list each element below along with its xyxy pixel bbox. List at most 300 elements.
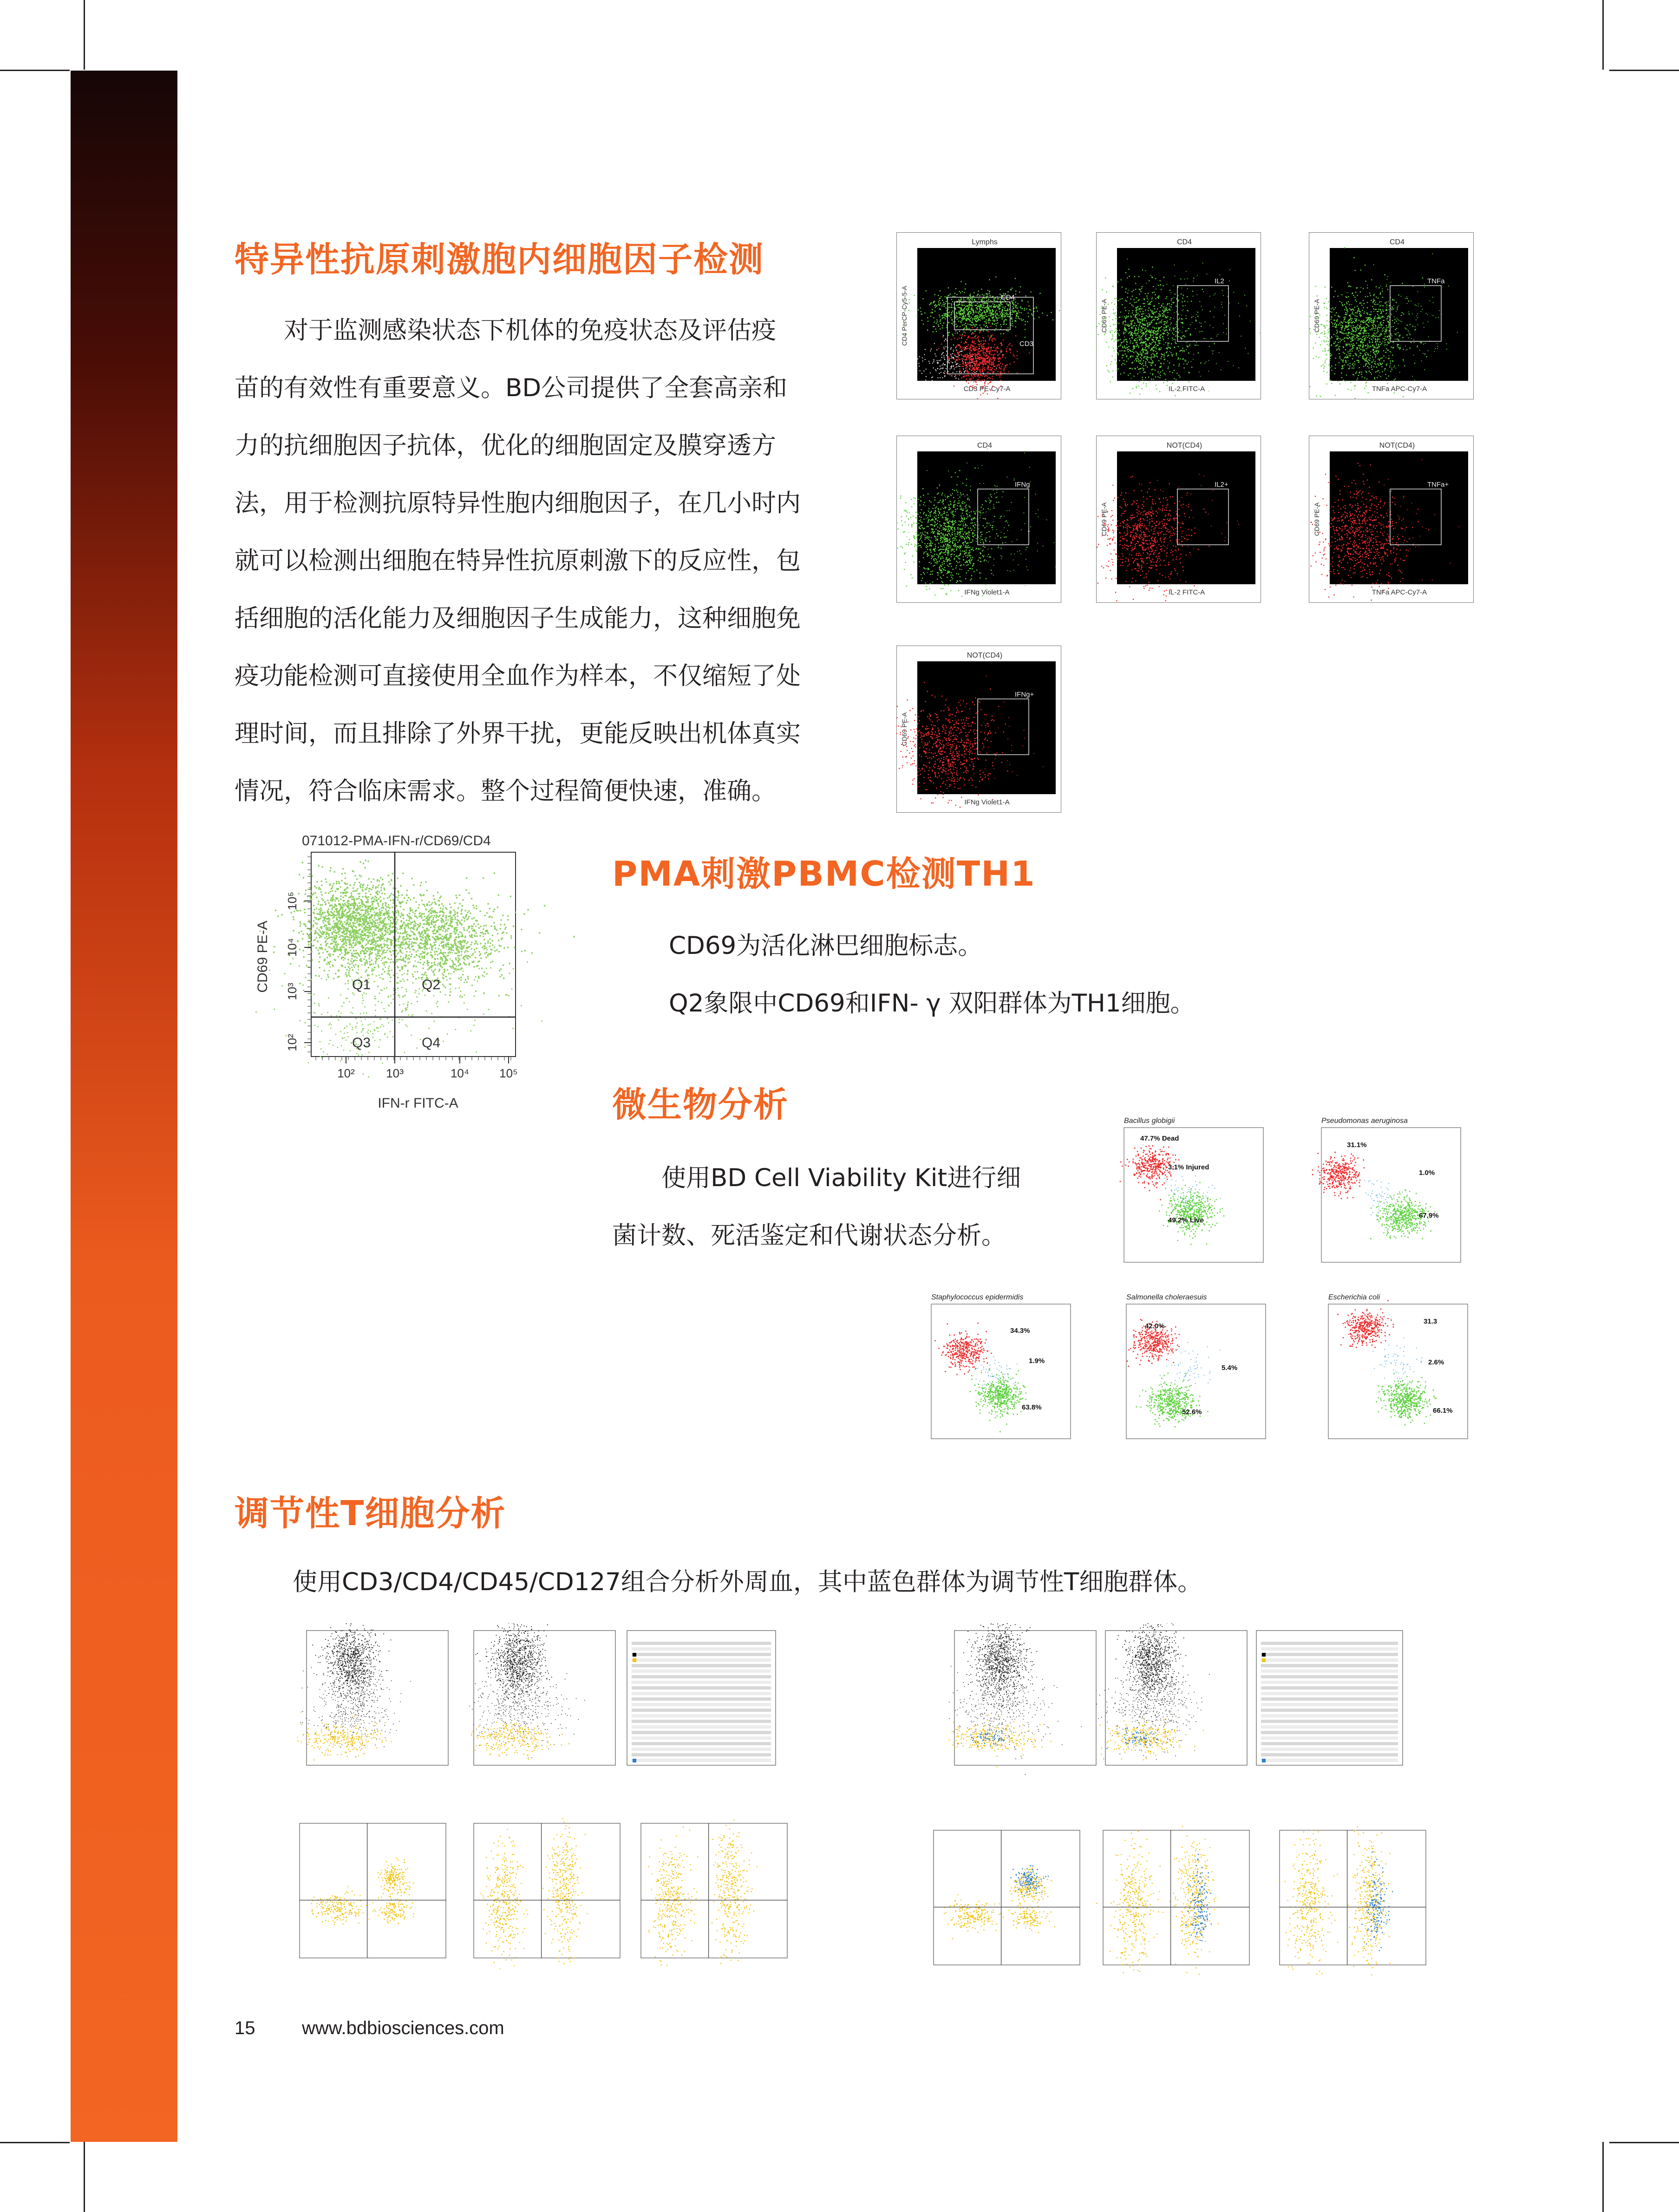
event-dot: [938, 511, 940, 512]
event-dot: [937, 363, 938, 364]
event-dot: [948, 504, 950, 506]
event-dot: [1331, 344, 1332, 345]
event-dot: [943, 574, 944, 576]
event-dot: [922, 298, 924, 300]
event-dot: [940, 549, 941, 550]
event-dot: [908, 310, 909, 311]
event-dot: [956, 366, 957, 367]
event-dot: [1350, 355, 1351, 357]
event-dot: [1386, 319, 1387, 320]
event-dot: [1184, 360, 1185, 361]
event-dot: [969, 319, 970, 320]
event-dot: [1335, 307, 1336, 309]
event-dot: [999, 387, 1000, 389]
event-dot: [954, 338, 955, 339]
event-dot: [973, 333, 974, 334]
event-dot: [1150, 275, 1151, 276]
event-dot: [1382, 358, 1383, 359]
event-dot: [1000, 359, 1001, 360]
event-dot: [1012, 314, 1013, 315]
event-dot: [953, 351, 954, 352]
event-dot: [1329, 348, 1330, 350]
event-dot: [1164, 359, 1165, 360]
event-dot: [1167, 334, 1169, 336]
event-dot: [913, 515, 914, 517]
event-dot: [960, 521, 961, 522]
event-dot: [1371, 322, 1372, 323]
event-dot: [1388, 327, 1389, 328]
event-dot: [972, 306, 973, 307]
event-dot: [964, 531, 966, 533]
event-dot: [945, 364, 946, 365]
event-dot: [984, 370, 986, 371]
event-dot: [1011, 317, 1013, 318]
event-dot: [1375, 333, 1376, 335]
event-dot: [1139, 368, 1141, 370]
event-dot: [1343, 380, 1344, 381]
event-dot: [992, 318, 993, 319]
event-dot: [937, 360, 938, 361]
event-dot: [1369, 338, 1371, 339]
event-dot: [1130, 342, 1131, 344]
event-dot: [967, 313, 968, 314]
event-dot: [1104, 326, 1105, 327]
event-dot: [1130, 355, 1132, 357]
event-dot: [1363, 320, 1365, 321]
event-dot: [1173, 285, 1174, 286]
event-dot: [937, 377, 938, 378]
event-dot: [1131, 322, 1132, 324]
event-dot: [1414, 342, 1415, 343]
event-dot: [931, 349, 932, 350]
event-dot: [1014, 311, 1016, 312]
event-dot: [956, 582, 957, 583]
event-dot: [915, 517, 916, 519]
event-dot: [986, 537, 987, 539]
event-dot: [942, 546, 944, 548]
event-dot: [1134, 325, 1135, 326]
event-dot: [1156, 385, 1157, 386]
event-dot: [994, 357, 995, 359]
event-dot: [1367, 344, 1368, 345]
event-dot: [1193, 359, 1194, 360]
event-dot: [943, 534, 944, 535]
event-dot: [1182, 323, 1183, 324]
event-dot: [1363, 342, 1364, 343]
event-dot: [929, 588, 930, 590]
event-dot: [977, 370, 979, 371]
event-dot: [961, 530, 963, 532]
event-dot: [983, 543, 985, 544]
event-dot: [1143, 306, 1145, 307]
event-dot: [991, 335, 992, 336]
event-dot: [987, 383, 989, 385]
event-dot: [1140, 353, 1141, 355]
event-dot: [1006, 312, 1007, 313]
event-dot: [1405, 328, 1406, 329]
event-dot: [907, 511, 908, 513]
event-dot: [1365, 296, 1366, 298]
event-dot: [940, 360, 941, 361]
event-dot: [1107, 370, 1109, 371]
event-dot: [990, 367, 992, 369]
event-dot: [1003, 339, 1004, 341]
event-dot: [1132, 356, 1134, 357]
event-dot: [1154, 319, 1155, 320]
event-dot: [908, 349, 909, 350]
event-dot: [1357, 295, 1358, 296]
event-dot: [997, 298, 999, 300]
event-dot: [1002, 318, 1003, 320]
event-dot: [1380, 344, 1381, 346]
event-dot: [983, 328, 985, 330]
event-dot: [1160, 340, 1161, 341]
event-dot: [929, 304, 930, 306]
event-dot: [1017, 307, 1019, 309]
event-dot: [960, 292, 961, 294]
event-dot: [987, 393, 988, 395]
event-dot: [948, 528, 949, 529]
event-dot: [1173, 339, 1175, 340]
event-dot: [1159, 373, 1160, 374]
event-dot: [1027, 301, 1029, 303]
event-dot: [1396, 333, 1397, 334]
event-dot: [961, 354, 962, 355]
event-dot: [1000, 343, 1001, 344]
event-dot: [966, 381, 967, 382]
event-dot: [1371, 336, 1372, 337]
event-dot: [914, 371, 915, 372]
event-dot: [1342, 322, 1343, 324]
event-dot: [964, 316, 965, 318]
event-dot: [967, 525, 968, 527]
event-dot: [1154, 327, 1155, 328]
event-dot: [1327, 337, 1328, 339]
event-dot: [999, 366, 1000, 368]
gate-label: CD4: [1001, 294, 1015, 301]
event-dot: [940, 509, 941, 510]
event-dot: [982, 504, 983, 506]
event-dot: [1119, 351, 1121, 352]
event-dot: [939, 360, 940, 361]
event-dot: [1338, 325, 1339, 326]
event-dot: [1366, 363, 1367, 365]
event-dot: [958, 365, 959, 366]
event-dot: [936, 323, 937, 324]
event-dot: [973, 319, 975, 320]
event-dot: [1373, 299, 1374, 300]
event-dot: [1119, 345, 1121, 346]
event-dot: [954, 385, 955, 387]
event-dot: [933, 302, 934, 304]
event-dot: [969, 360, 971, 362]
event-dot: [933, 566, 934, 567]
event-dot: [1360, 314, 1361, 315]
event-dot: [1211, 338, 1212, 339]
event-dot: [919, 356, 920, 357]
event-dot: [975, 335, 977, 336]
crop-mark: [1602, 2142, 1604, 2212]
event-dot: [987, 372, 989, 373]
event-dot: [993, 316, 994, 318]
event-dot: [940, 320, 941, 322]
event-dot: [986, 307, 987, 308]
event-dot: [1046, 315, 1048, 316]
event-dot: [1394, 379, 1395, 381]
event-dot: [1153, 286, 1154, 287]
event-dot: [973, 342, 975, 344]
event-dot: [1155, 294, 1156, 295]
event-dot: [940, 540, 941, 542]
event-dot: [1366, 359, 1367, 360]
event-dot: [1382, 291, 1383, 292]
event-dot: [1357, 348, 1358, 350]
event-dot: [934, 554, 935, 555]
event-dot: [1331, 287, 1333, 288]
event-dot: [1403, 396, 1404, 398]
event-dot: [979, 307, 980, 308]
event-dot: [1133, 290, 1134, 291]
event-dot: [977, 353, 978, 355]
event-dot: [983, 294, 985, 296]
event-dot: [984, 302, 985, 304]
event-dot: [1150, 323, 1151, 324]
event-dot: [1039, 293, 1041, 294]
event-dot: [1110, 364, 1111, 365]
event-dot: [1361, 340, 1362, 342]
event-dot: [1342, 305, 1344, 307]
event-dot: [1325, 350, 1326, 351]
event-dot: [992, 334, 993, 336]
event-dot: [1386, 348, 1387, 349]
event-dot: [984, 310, 985, 312]
event-dot: [1354, 318, 1356, 320]
event-dot: [1182, 301, 1183, 303]
event-dot: [1143, 324, 1144, 325]
event-dot: [999, 307, 1000, 309]
event-dot: [1346, 374, 1347, 376]
event-dot: [1369, 317, 1370, 319]
event-dot: [1111, 361, 1112, 363]
event-dot: [972, 327, 973, 328]
event-dot: [911, 499, 912, 500]
event-dot: [1143, 318, 1144, 320]
event-dot: [1322, 364, 1324, 365]
event-dot: [992, 385, 993, 387]
event-dot: [974, 518, 976, 519]
event-dot: [1182, 298, 1183, 299]
event-dot: [1008, 309, 1010, 310]
event-dot: [952, 493, 953, 495]
event-dot: [969, 555, 970, 556]
event-dot: [957, 305, 959, 306]
event-dot: [944, 348, 945, 349]
event-dot: [1330, 353, 1331, 354]
event-dot: [1148, 361, 1150, 363]
event-dot: [958, 378, 959, 379]
event-dot: [944, 357, 945, 358]
event-dot: [1223, 332, 1224, 333]
event-dot: [1167, 320, 1168, 322]
event-dot: [1160, 285, 1161, 286]
event-dot: [1386, 364, 1388, 365]
event-dot: [989, 359, 990, 361]
event-dot: [1005, 365, 1006, 367]
event-dot: [944, 317, 945, 319]
event-dot: [983, 349, 985, 351]
event-dot: [981, 315, 982, 316]
event-dot: [1344, 309, 1346, 311]
event-dot: [1433, 302, 1434, 303]
event-dot: [964, 308, 965, 309]
event-dot: [1130, 299, 1132, 300]
event-dot: [944, 364, 945, 365]
event-dot: [941, 578, 942, 579]
event-dot: [1120, 344, 1122, 346]
event-dot: [931, 537, 932, 538]
event-dot: [934, 343, 935, 344]
event-dot: [950, 361, 952, 363]
event-dot: [1009, 364, 1011, 365]
event-dot: [1151, 363, 1152, 364]
event-dot: [1408, 312, 1409, 313]
event-dot: [1145, 377, 1146, 378]
event-dot: [1125, 292, 1126, 293]
event-dot: [974, 388, 975, 389]
event-dot: [1138, 327, 1139, 329]
event-dot: [980, 532, 981, 533]
event-dot: [950, 563, 952, 565]
event-dot: [1341, 333, 1343, 334]
event-dot: [989, 313, 990, 314]
event-dot: [946, 351, 947, 352]
event-dot: [1362, 356, 1364, 357]
event-dot: [998, 306, 999, 307]
event-dot: [1353, 367, 1355, 369]
event-dot: [1350, 341, 1352, 342]
event-dot: [1386, 329, 1388, 331]
event-dot: [1320, 396, 1321, 397]
event-dot: [942, 315, 944, 316]
event-dot: [971, 370, 973, 371]
event-dot: [979, 341, 980, 342]
event-dot: [1145, 383, 1147, 385]
event-dot: [942, 336, 944, 338]
event-dot: [1388, 324, 1390, 325]
event-dot: [1203, 338, 1205, 339]
event-dot: [1336, 321, 1338, 322]
event-dot: [1023, 319, 1024, 320]
event-dot: [973, 518, 974, 520]
event-dot: [1388, 342, 1389, 344]
event-dot: [983, 392, 984, 394]
event-dot: [1377, 341, 1378, 342]
event-dot: [906, 515, 907, 517]
event-dot: [997, 320, 998, 321]
event-dot: [997, 371, 999, 372]
event-dot: [1124, 330, 1126, 331]
event-dot: [1359, 326, 1361, 327]
event-dot: [920, 307, 921, 309]
event-dot: [1007, 308, 1008, 310]
event-dot: [944, 340, 945, 341]
event-dot: [1172, 383, 1173, 384]
event-dot: [1357, 287, 1358, 289]
event-dot: [1331, 308, 1332, 310]
event-dot: [1000, 379, 1002, 381]
event-dot: [1206, 338, 1207, 339]
event-dot: [994, 353, 996, 355]
event-dot: [987, 362, 989, 363]
event-dot: [1127, 259, 1128, 260]
event-dot: [1169, 343, 1170, 344]
event-dot: [1352, 325, 1354, 326]
event-dot: [1114, 298, 1116, 299]
event-dot: [969, 362, 970, 363]
event-dot: [1166, 284, 1167, 285]
event-dot: [970, 304, 971, 306]
event-dot: [934, 513, 935, 514]
event-dot: [1189, 345, 1190, 346]
event-dot: [991, 359, 992, 360]
event-dot: [1361, 372, 1363, 373]
body-line: 力的抗细胞因子抗体，优化的细胞固定及膜穿透方: [235, 417, 885, 475]
event-dot: [963, 556, 964, 558]
event-dot: [1383, 320, 1384, 321]
event-dot: [1174, 370, 1175, 371]
event-dot: [1151, 311, 1153, 312]
event-dot: [1122, 342, 1123, 343]
event-dot: [1116, 315, 1117, 317]
event-dot: [1145, 293, 1146, 294]
event-dot: [983, 350, 984, 352]
event-dot: [1145, 344, 1147, 345]
event-dot: [1317, 295, 1318, 297]
event-dot: [1145, 336, 1146, 337]
event-dot: [1372, 335, 1374, 336]
event-dot: [1000, 308, 1001, 309]
event-dot: [1020, 306, 1022, 307]
event-dot: [1329, 328, 1330, 329]
body-line: 对于监测感染状态下机体的免疫状态及评估疫: [235, 302, 885, 359]
event-dot: [1197, 275, 1198, 276]
event-dot: [939, 316, 941, 318]
event-dot: [1155, 346, 1156, 348]
event-dot: [1165, 308, 1166, 309]
event-dot: [945, 551, 946, 553]
event-dot: [1335, 322, 1336, 324]
event-dot: [1159, 311, 1161, 312]
event-dot: [976, 359, 978, 360]
event-dot: [964, 305, 966, 306]
event-dot: [1169, 319, 1171, 320]
event-dot: [1394, 322, 1395, 324]
event-dot: [1126, 344, 1128, 345]
event-dot: [1385, 339, 1386, 341]
event-dot: [1154, 330, 1155, 331]
event-dot: [1333, 342, 1335, 344]
event-dot: [1325, 326, 1326, 327]
event-dot: [1173, 328, 1175, 329]
event-dot: [962, 347, 964, 349]
event-dot: [1154, 292, 1155, 293]
event-dot: [1333, 296, 1335, 298]
event-dot: [1356, 372, 1358, 373]
event-dot: [1373, 366, 1375, 367]
event-dot: [1193, 316, 1194, 317]
event-dot: [1147, 324, 1149, 325]
event-dot: [1363, 339, 1364, 340]
